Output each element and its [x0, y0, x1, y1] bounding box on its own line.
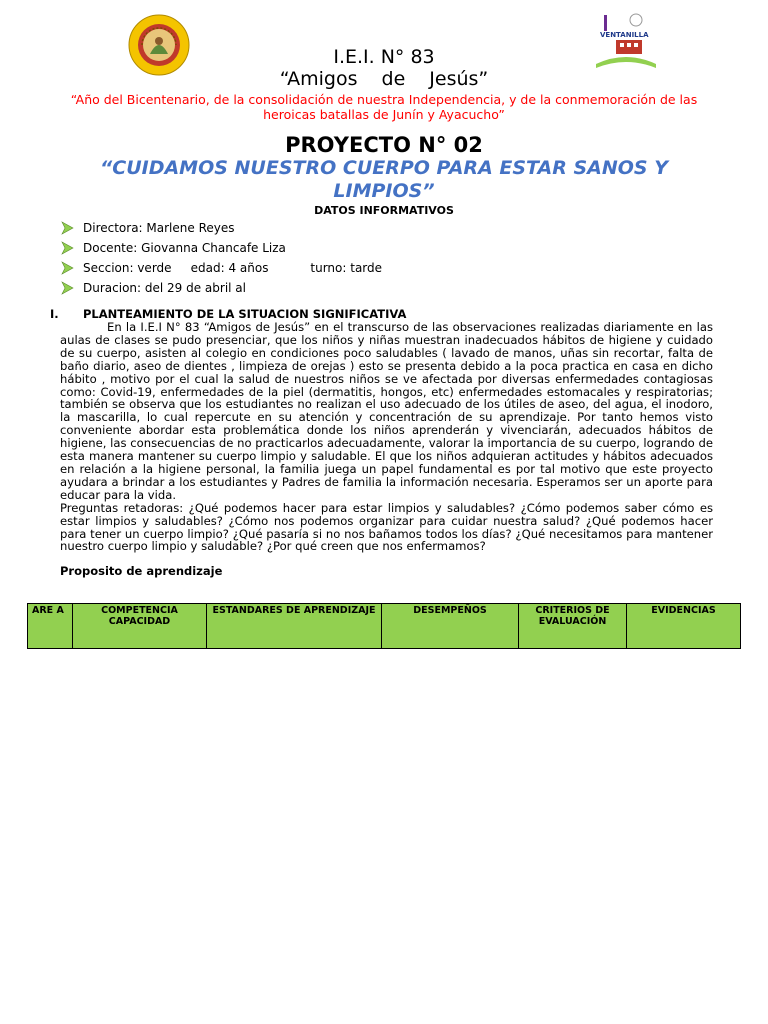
- school-name-line2: “Amigos de Jesús”: [279, 68, 489, 90]
- table-header-row: [28, 604, 741, 649]
- col-desempenos: DESEMPEÑOS: [382, 604, 519, 649]
- svg-text:VENTANILLA: VENTANILLA: [600, 31, 649, 39]
- directora-text: Directora: Marlene Reyes: [83, 221, 235, 235]
- duracion-text: Duracion: del 29 de abril al: [83, 281, 246, 295]
- datos-heading: DATOS INFORMATIVOS: [314, 204, 454, 217]
- seccion-text: Seccion: verde edad: 4 años turno: tarde: [83, 261, 383, 275]
- col-evidencias: EVIDENCIAS: [627, 604, 741, 649]
- arrow-bullet-icon: [60, 221, 74, 235]
- col-area: ARE A: [28, 604, 73, 649]
- list-item: [60, 238, 382, 258]
- col-competencia: COMPETENCIA CAPACIDAD: [73, 604, 207, 649]
- list-item: [60, 258, 382, 278]
- col-estandares: ESTANDARES DE APRENDIZAJE: [207, 604, 382, 649]
- arrow-bullet-icon: [60, 281, 74, 295]
- project-subtitle: “CUIDAMOS NUESTRO CUERPO PARA ESTAR SANOS Y LIMPIOS”: [100, 157, 668, 202]
- school-name-line1: I.E.I. N° 83: [333, 46, 435, 68]
- challenge-questions: Preguntas retadoras: ¿Qué podemos hacer para estar limpios y saludables? ¿Cómo podemos saber cómo es estar limpios y saludables? ¿Cómo nos podemos organizar para cuidar nuestra salud? ¿Qué podemos hacer para tener un cuerpo limpio? ¿Qué pasaría si no nos bañamos todos los días? ¿Qué necesitamos para mantener nuestro cuerpo limpio y saludable? ¿Por qué creen que nos enfermamos?: [60, 500, 713, 554]
- arrow-bullet-icon: [60, 261, 74, 275]
- section-heading: [50, 307, 406, 321]
- proposito-heading: Proposito de aprendizaje: [60, 564, 223, 578]
- docente-text: Docente: Giovanna Chancafe Liza: [83, 241, 286, 255]
- list-item: [60, 218, 382, 238]
- col-criterios: CRITERIOS DE EVALUACIÓN: [519, 604, 627, 649]
- arrow-bullet-icon: [60, 241, 74, 255]
- situation-paragraph: En la I.E.I N° 83 “Amigos de Jesús” en el transcurso de las observaciones realizadas diariamente en las aulas de clases se pudo presenciar, que los niños y niñas muestran inadecuados hábitos de higiene y cuidado de su cuerpo, asisten al colegio en condiciones poco saludables ( lavado de manos, uñas sin recortar, falta de baño diario, aseo de dientes , limpieza de orejas ) esto se presenta debido a la poca practica en casa en dicho hábito , motivo por el cual la salud de nuestros niños se ve afectada por diversas enfermedades contagiosas como: Covid-19, enfermedades de la piel (dermatitis, hongos, etc) enfermedades estomacales y respiratorias; también se observa que los estudiantes no realizan el uso adecuado de los útiles de aseo, del agua, el inodoro, la mascarilla, lo cual repercute en su atención y concentración de su aprendizaje. Por tanto hemos visto conveniente abordar esta problemática donde los niños aprenderán y vivenciarán, adecuados hábitos de higiene, las consecuencias de no practicarlos adecuadamente, valorar la importancia de su cuerpo, logrando de esta manera mantener su cuerpo limpio y saludable. El que los niños adquieran actitudes y hábitos adecuados en relación a la higiene personal, la familia juega un papel fundamental es por tal motivo que este proyecto ayudara a brindar a los estudiantes y Padres de familia la información necesaria. Esperamos ser un aporte para educar para la vida.: [60, 320, 713, 502]
- datos-list: [60, 218, 382, 298]
- section-title: PLANTEAMIENTO DE LA SITUACION SIGNIFICATIVA: [83, 307, 407, 321]
- situation-text: [60, 321, 713, 553]
- learning-purpose-table: [27, 603, 741, 649]
- year-motto: “Año del Bicentenario, de la consolidación de nuestra Independencia, y de la conmemoración de las heroicas batallas de Junín y Ayacucho”: [70, 92, 698, 122]
- project-title: PROYECTO N° 02: [285, 133, 483, 157]
- section-number: I.: [50, 307, 59, 321]
- list-item: [60, 278, 382, 298]
